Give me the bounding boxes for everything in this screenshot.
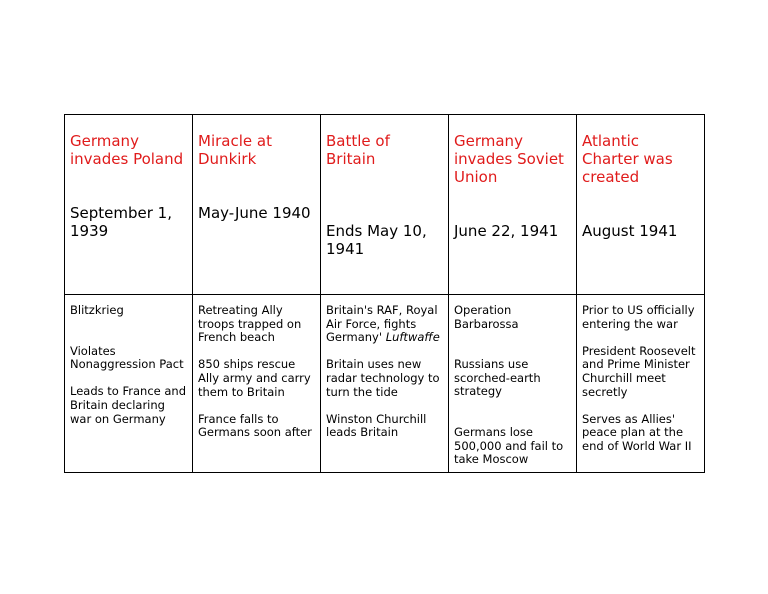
event-title: Miracle at Dunkirk [198, 132, 272, 168]
event-cell-battle-of-britain [321, 115, 449, 295]
fact-item: Violates Nonaggression Pact [70, 343, 184, 372]
details-battle-of-britain [321, 295, 449, 473]
event-cell-poland [65, 115, 193, 295]
fact-item: Prior to US officially entering the war [582, 303, 695, 331]
event-date: May-June 1940 [198, 204, 311, 222]
details-soviet-union [449, 295, 577, 473]
event-details-row [65, 295, 705, 473]
fact-item: President Roosevelt and Prime Minister Churchill meet secretly [582, 343, 696, 399]
timeline-table [64, 114, 705, 473]
event-title: Atlantic Charter was created [582, 132, 673, 186]
event-title: Germany invades Soviet Union [454, 132, 564, 186]
event-cell-atlantic-charter [577, 115, 705, 295]
fact-italic-text: Luftwaffe [385, 330, 440, 345]
event-cell-soviet-union [449, 115, 577, 295]
details-dunkirk [193, 295, 321, 473]
fact-item: Serves as Allies' peace plan at the end of World War II [582, 411, 692, 453]
event-date: June 22, 1941 [454, 222, 559, 240]
fact-item: Operation Barbarossa [454, 303, 519, 331]
fact-item: Britain uses new radar technology to turn the tide [326, 357, 440, 399]
event-title: Germany invades Poland [70, 132, 184, 168]
event-date: Ends May 10, 1941 [326, 222, 427, 258]
details-poland [65, 295, 193, 473]
fact-item: France falls to Germans soon after [198, 411, 312, 440]
fact-item: Blitzkrieg [70, 303, 124, 317]
fact-item [326, 304, 443, 345]
fact-item: Retreating Ally troops trapped on French beach [198, 303, 302, 345]
details-atlantic-charter [577, 295, 705, 473]
event-date: August 1941 [582, 222, 678, 240]
fact-item: 850 ships rescue Ally army and carry them to Britain [198, 357, 311, 399]
fact-item: Germans lose 500,000 and fail to take Moscow [454, 424, 564, 467]
fact-item: Leads to France and Britain declaring war on Germany [70, 384, 187, 426]
fact-item: Russians use scorched-earth strategy [454, 357, 541, 399]
event-title: Battle of Britain [326, 132, 390, 168]
event-date: September 1, 1939 [70, 204, 172, 240]
fact-text: Britain's RAF, Royal Air Force, fights Germany' [326, 303, 438, 345]
fact-item: Winston Churchill leads Britain [326, 411, 427, 440]
event-header-row [65, 115, 705, 295]
event-cell-dunkirk [193, 115, 321, 295]
